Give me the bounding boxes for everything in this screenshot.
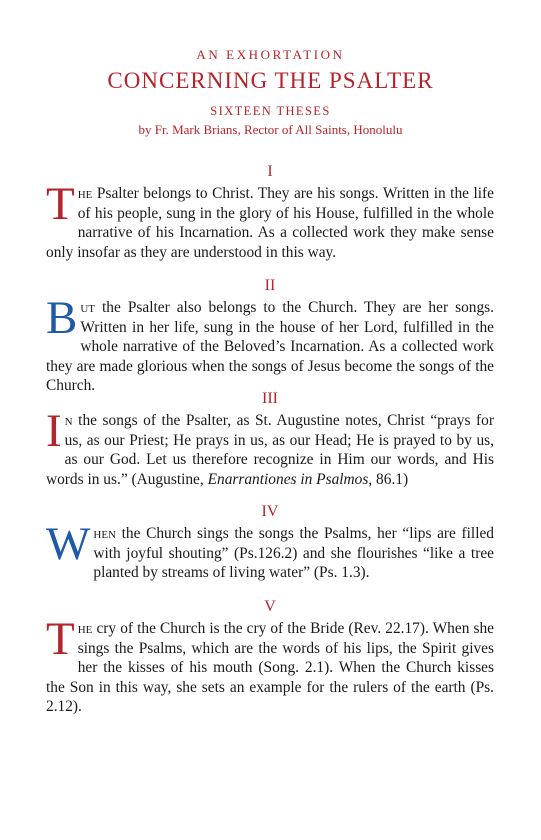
kicker: AN EXHORTATION: [196, 47, 345, 62]
lead-word: he: [77, 185, 93, 202]
citation-title: Enarrantiones in Psalmos,: [207, 470, 373, 488]
thesis-3: [46, 389, 494, 489]
drop-cap: I: [46, 405, 62, 457]
thesis-text: the Church sings the songs the Psalms, her “lips are filled with joyful shouting” (Ps.126.2) and she flourishes “like a tree planted by streams of living water” (Ps. 1.3).: [93, 525, 494, 582]
thesis-text: cry of the Church is the cry of the Bride (Rev. 22.17). When she sings the Psalms, which are the words of his lips, the Spirit gives her the kisses of his mouth (Song. 2.1). When the Church kisses the Son in this way, she sets an example for the rulers of the earth (Ps. 2.12).: [46, 620, 494, 716]
thesis-text: the Psalter also belongs to the Church. They are her songs. Written in her life, sung in the house of her Lord, fulfilled in the whole narrative of the Beloved’s Incarnation. As a collected work they are made glorious when the songs of Jesus become the songs of the Church.: [46, 299, 494, 395]
thesis-number: V: [264, 598, 276, 615]
drop-cap: T: [46, 613, 75, 665]
thesis-body: [46, 292, 494, 396]
thesis-number: IV: [261, 503, 279, 520]
thesis-text: the songs of the Psalter, as St. Augustine notes, Christ “prays for us, as our Priest; He prays in us, as our Head; He is prayed to by us, as our God. Let us therefore recognize in Him our words, and His words in us.” (Augustine,: [46, 412, 494, 488]
lead-word: he: [77, 620, 93, 637]
thesis-text: Psalter belongs to Christ. They are his songs. Written in the life of his people, sung in the glory of his House, fulfilled in the whole narrative of his Incarnation. As a collected work they make sense only insofar as they are understood in this way.: [46, 185, 494, 261]
header: [0, 0, 541, 139]
drop-cap: T: [46, 178, 75, 230]
lead-word: n: [64, 412, 73, 429]
thesis-body: [46, 518, 494, 583]
thesis-number: II: [264, 277, 276, 294]
lead-word: ut: [80, 299, 96, 316]
thesis-number: I: [267, 163, 273, 180]
thesis-1: [46, 162, 494, 262]
citation-ref: 86.1): [372, 470, 409, 488]
thesis-body: [46, 405, 494, 489]
thesis-4: [46, 502, 494, 583]
lead-word: hen: [93, 525, 116, 542]
thesis-number: III: [262, 390, 278, 407]
thesis-body: [46, 178, 494, 262]
subtitle: SIXTEEN THESES: [210, 104, 331, 118]
drop-cap: B: [46, 292, 78, 344]
drop-cap: W: [46, 518, 91, 570]
page-title: CONCERNING THE PSALTER: [107, 68, 434, 93]
thesis-body: [46, 613, 494, 717]
byline: by Fr. Mark Brians, Rector of All Saints, Honolulu: [138, 122, 403, 137]
thesis-2: [46, 276, 494, 396]
thesis-5: [46, 597, 494, 717]
